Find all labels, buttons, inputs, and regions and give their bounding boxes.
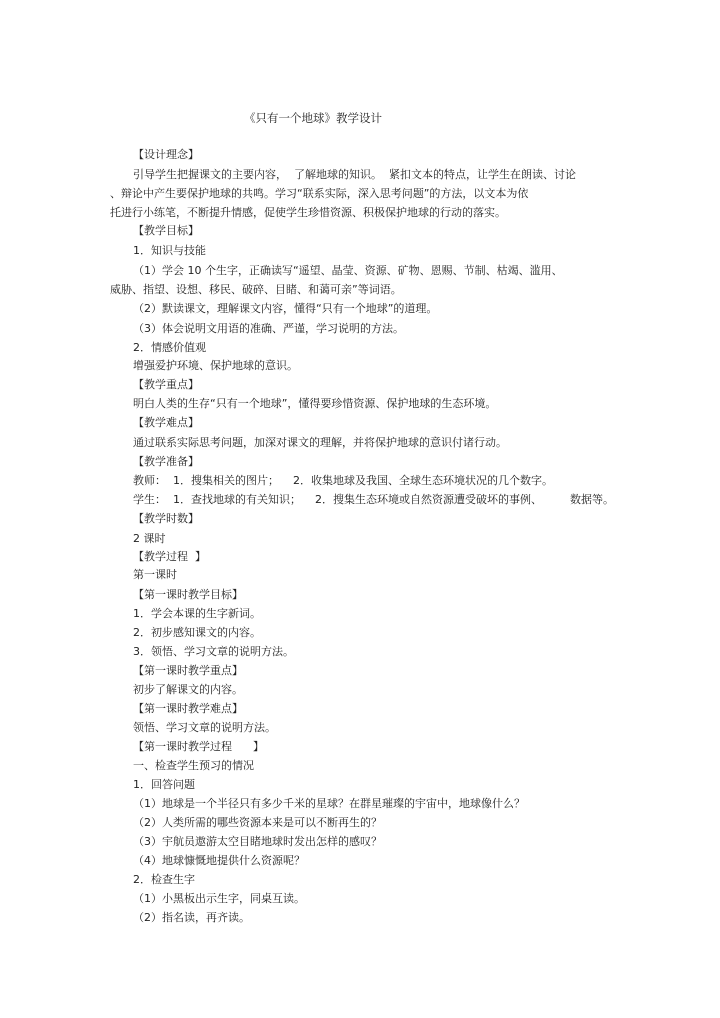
paragraph-line: 一、检查学生预习的情况 xyxy=(133,759,254,772)
paragraph-line: 、辩论中产生要保护地球的共鸣。学习“联系实际，深入思考问题”的方法，以文本为依 xyxy=(110,187,529,200)
paragraph-line: 2．情感价值观 xyxy=(133,341,206,354)
section-heading: 【教学目标】 xyxy=(133,224,199,237)
section-heading: 【设计理念】 xyxy=(133,148,199,161)
paragraph-line: 通过联系实际思考问题，加深对课文的理解，并将保护地球的意识付诸行动。 xyxy=(133,436,507,449)
section-heading: 【第一课时教学重点】 xyxy=(133,664,243,677)
section-heading: 【第一课时教学过程 】 xyxy=(133,740,264,753)
paragraph-line: （2）人类所需的哪些资源本来是可以不断再生的？ xyxy=(133,816,382,829)
paragraph-line: 引导学生把握课文的主要内容， 了解地球的知识。 紧扣文本的特点，让学生在朗读、讨论 xyxy=(133,168,576,181)
paragraph-line: （2）指名读，再齐读。 xyxy=(133,911,250,924)
section-heading: 【教学重点】 xyxy=(133,378,199,391)
section-heading: 【教学时数】 xyxy=(133,512,199,525)
paragraph-line: （4）地球慷慨地提供什么资源呢？ xyxy=(133,854,305,867)
paragraph-line: 初步了解课文的内容。 xyxy=(133,683,243,696)
paragraph-line: 增强爱护环境、保护地球的意识。 xyxy=(133,359,298,372)
section-heading: 【教学过程 】 xyxy=(133,550,206,563)
paragraph-line: （3）宇航员遨游太空目睹地球时发出怎样的感叹？ xyxy=(133,835,382,848)
paragraph-line: 1．回答问题 xyxy=(133,778,195,791)
paragraph-line: 学生： 1．查找地球的有关知识； 2．搜集生态环境或自然资源遭受破坏的事例、 数据等。 xyxy=(133,493,614,506)
paragraph-line: （2）默读课文，理解课文内容，懂得“只有一个地球”的道理。 xyxy=(133,302,438,315)
section-heading: 【第一课时教学目标】 xyxy=(133,588,243,601)
paragraph-line: 威胁、指望、设想、移民、破碎、目睹、和蔼可亲”等词语。 xyxy=(110,283,402,296)
paragraph-line: 托进行小练笔，不断提升情感，促使学生珍惜资源、积极保护地球的行动的落实。 xyxy=(110,206,506,219)
paragraph-line: 明白人类的生存“只有一个地球”，懂得要珍惜资源、保护地球的生态环境。 xyxy=(133,397,497,410)
paragraph-line: （1）小黑板出示生字，同桌互读。 xyxy=(133,892,305,905)
section-heading: 【教学准备】 xyxy=(133,455,199,468)
paragraph-line: 3．领悟、学习文章的说明方法。 xyxy=(133,645,294,658)
section-heading: 【教学难点】 xyxy=(133,416,199,429)
paragraph-line: （1）地球是一个半径只有多少千米的星球？在群星璀璨的宇宙中，地球像什么？ xyxy=(133,797,525,810)
paragraph-line: 2 课时 xyxy=(133,532,166,545)
section-heading: 【第一课时教学难点】 xyxy=(133,702,243,715)
paragraph-line: 第一课时 xyxy=(133,568,177,581)
paragraph-line: 领悟、学习文章的说明方法。 xyxy=(133,721,276,734)
document-title: 《只有一个地球》教学设计 xyxy=(244,111,382,125)
paragraph-line: （3）体会说明文用语的准确、严谨，学习说明的方法。 xyxy=(133,322,404,335)
paragraph-line: 2．初步感知课文的内容。 xyxy=(133,626,261,639)
paragraph-line: 1．知识与技能 xyxy=(133,244,206,257)
paragraph-line: （1）学会 10 个生字，正确读写“遥望、晶莹、资源、矿物、恩赐、节制、枯竭、滥用、 xyxy=(133,264,563,277)
paragraph-line: 1．学会本课的生字新词。 xyxy=(133,607,261,620)
paragraph-line: 教师： 1．搜集相关的图片； 2．收集地球及我国、全球生态环境状况的几个数字。 xyxy=(133,474,553,487)
paragraph-line: 2．检查生字 xyxy=(133,873,195,886)
